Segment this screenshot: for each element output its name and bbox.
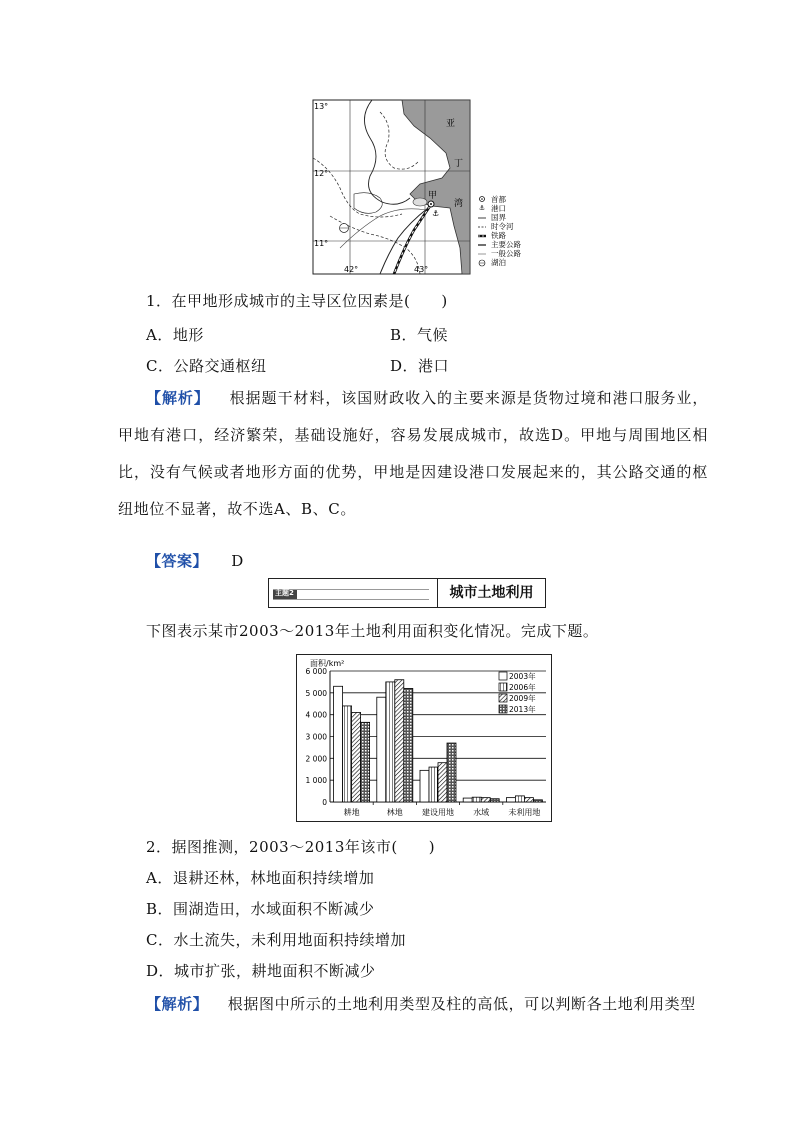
bar-2006年-水域 xyxy=(472,797,481,802)
q2-option-d: D．城市扩张，耕地面积不断减少 xyxy=(146,962,376,980)
bar-2009年-未利用地 xyxy=(524,798,533,802)
topic-badge: 主题2 xyxy=(275,589,294,597)
y-tick-label: 5 000 xyxy=(305,688,327,698)
legend-swatch xyxy=(499,694,507,702)
legend-label: 时令河 xyxy=(491,222,514,231)
bar-2006年-未利用地 xyxy=(515,796,524,802)
chart-figure xyxy=(296,654,552,822)
q2-stem: 2．据图推测，2003～2013年该市( ) xyxy=(146,838,436,856)
y-axis-label: 面积/km² xyxy=(310,659,345,668)
bar-2006年-耕地 xyxy=(343,706,352,802)
bar-2013年-建设用地 xyxy=(447,743,456,802)
y-tick-label: 4 000 xyxy=(305,710,327,720)
bar-2006年-建设用地 xyxy=(429,767,438,802)
x-tick-label: 林地 xyxy=(386,808,403,817)
legend-swatch xyxy=(499,672,507,680)
q1-option-d: D．港口 xyxy=(390,357,450,375)
bar-chart xyxy=(296,654,552,822)
bar-2009年-建设用地 xyxy=(438,763,447,802)
bar-2009年-林地 xyxy=(395,680,404,802)
bar-2003年-建设用地 xyxy=(420,770,429,802)
lat-label: 11° xyxy=(314,239,329,248)
x-tick-label: 耕地 xyxy=(343,808,360,817)
bar-2013年-林地 xyxy=(404,688,413,802)
analysis-text: 根据题干材料，该国财政收入的主要来源是货物过境和港口服务业，甲地有港口，经济繁荣，基础设施好，容易发展成城市，故选D。甲地与周围地区相比，没有气候或者地形方面的优势，甲地是因建设港口发展起来的，其公路交通的枢纽地位不显著，故不选A、B、C。 xyxy=(118,389,708,518)
legend-label: 2003年 xyxy=(509,672,536,681)
bar-2009年-水域 xyxy=(481,798,490,802)
legend-swatch xyxy=(499,705,507,713)
bar-2003年-林地 xyxy=(377,697,386,802)
answer-tag: 【答案】 xyxy=(146,552,209,570)
legend-label: 首都 xyxy=(491,195,506,204)
legend-label: 2013年 xyxy=(509,705,536,714)
legend-label: 国界 xyxy=(491,213,506,222)
lat-label: 12° xyxy=(314,169,329,178)
legend-label: 湖泊 xyxy=(491,258,506,267)
x-tick-label: 未利用地 xyxy=(508,808,541,817)
lon-label: 42° xyxy=(344,265,359,274)
q1-option-b: B．气候 xyxy=(390,326,449,344)
legend-swatch xyxy=(499,683,507,691)
q1-answer xyxy=(146,550,244,571)
bar-2013年-水域 xyxy=(490,799,499,802)
bar-2003年-水域 xyxy=(463,798,472,802)
analysis-tag: 【解析】 xyxy=(146,389,210,407)
analysis-text: 根据图中所示的土地利用类型及柱的高低，可以判断各土地利用类型 xyxy=(227,995,696,1013)
q2-option-a: A．退耕还林，林地面积持续增加 xyxy=(146,869,375,887)
q1-stem: 1．在甲地形成城市的主导区位因素是( ) xyxy=(146,292,448,310)
q1-option-a: A．地形 xyxy=(146,326,204,344)
map-figure xyxy=(310,98,540,276)
legend-label: 主要公路 xyxy=(491,240,521,249)
bar-2009年-耕地 xyxy=(352,712,361,802)
q1-option-c: C．公路交通枢纽 xyxy=(146,357,267,375)
place-label: 丁 xyxy=(454,159,464,169)
q2-option-c: C．水土流失，未利用地面积持续增加 xyxy=(146,931,406,949)
x-tick-label: 水域 xyxy=(473,808,490,817)
topic-badge-area xyxy=(269,579,438,607)
place-label: 亚 xyxy=(446,119,456,129)
place-label: 甲 xyxy=(428,191,438,201)
map-svg xyxy=(310,98,540,276)
svg-text:⚓: ⚓ xyxy=(478,204,486,212)
port-icon: ⚓ xyxy=(432,209,440,218)
place-label: 湾 xyxy=(454,199,464,209)
chart-intro: 下图表示某市2003～2013年土地利用面积变化情况。完成下题。 xyxy=(146,622,599,640)
y-tick-label: 6 000 xyxy=(305,667,327,676)
bar-2013年-未利用地 xyxy=(533,800,542,802)
y-tick-label: 3 000 xyxy=(305,732,327,742)
bar-2003年-耕地 xyxy=(334,686,343,802)
map-legend xyxy=(478,194,521,267)
legend-label: 一般公路 xyxy=(491,249,521,258)
lon-label: 43° xyxy=(414,265,429,274)
bar-2003年-未利用地 xyxy=(506,798,515,802)
analysis-tag: 【解析】 xyxy=(146,995,209,1013)
bar-2006年-林地 xyxy=(386,682,395,802)
y-tick-label: 2 000 xyxy=(305,754,327,764)
y-tick-label: 0 xyxy=(322,798,327,807)
q1-analysis xyxy=(118,380,708,528)
answer-value: D xyxy=(231,552,244,570)
lat-label: 13° xyxy=(314,102,329,111)
topic-banner xyxy=(268,578,546,608)
legend-label: 2006年 xyxy=(509,683,536,692)
q2-option-b: B．围湖造田，水域面积不断减少 xyxy=(146,900,375,918)
legend-label: 铁路 xyxy=(491,231,506,240)
topic-title: 城市土地利用 xyxy=(449,585,534,601)
bar-2013年-耕地 xyxy=(361,722,370,802)
q2-analysis xyxy=(118,986,708,1023)
legend-label: 2009年 xyxy=(509,694,536,703)
legend-label: 港口 xyxy=(491,204,506,213)
x-tick-label: 建设用地 xyxy=(422,808,454,817)
y-tick-label: 1 000 xyxy=(305,776,327,786)
